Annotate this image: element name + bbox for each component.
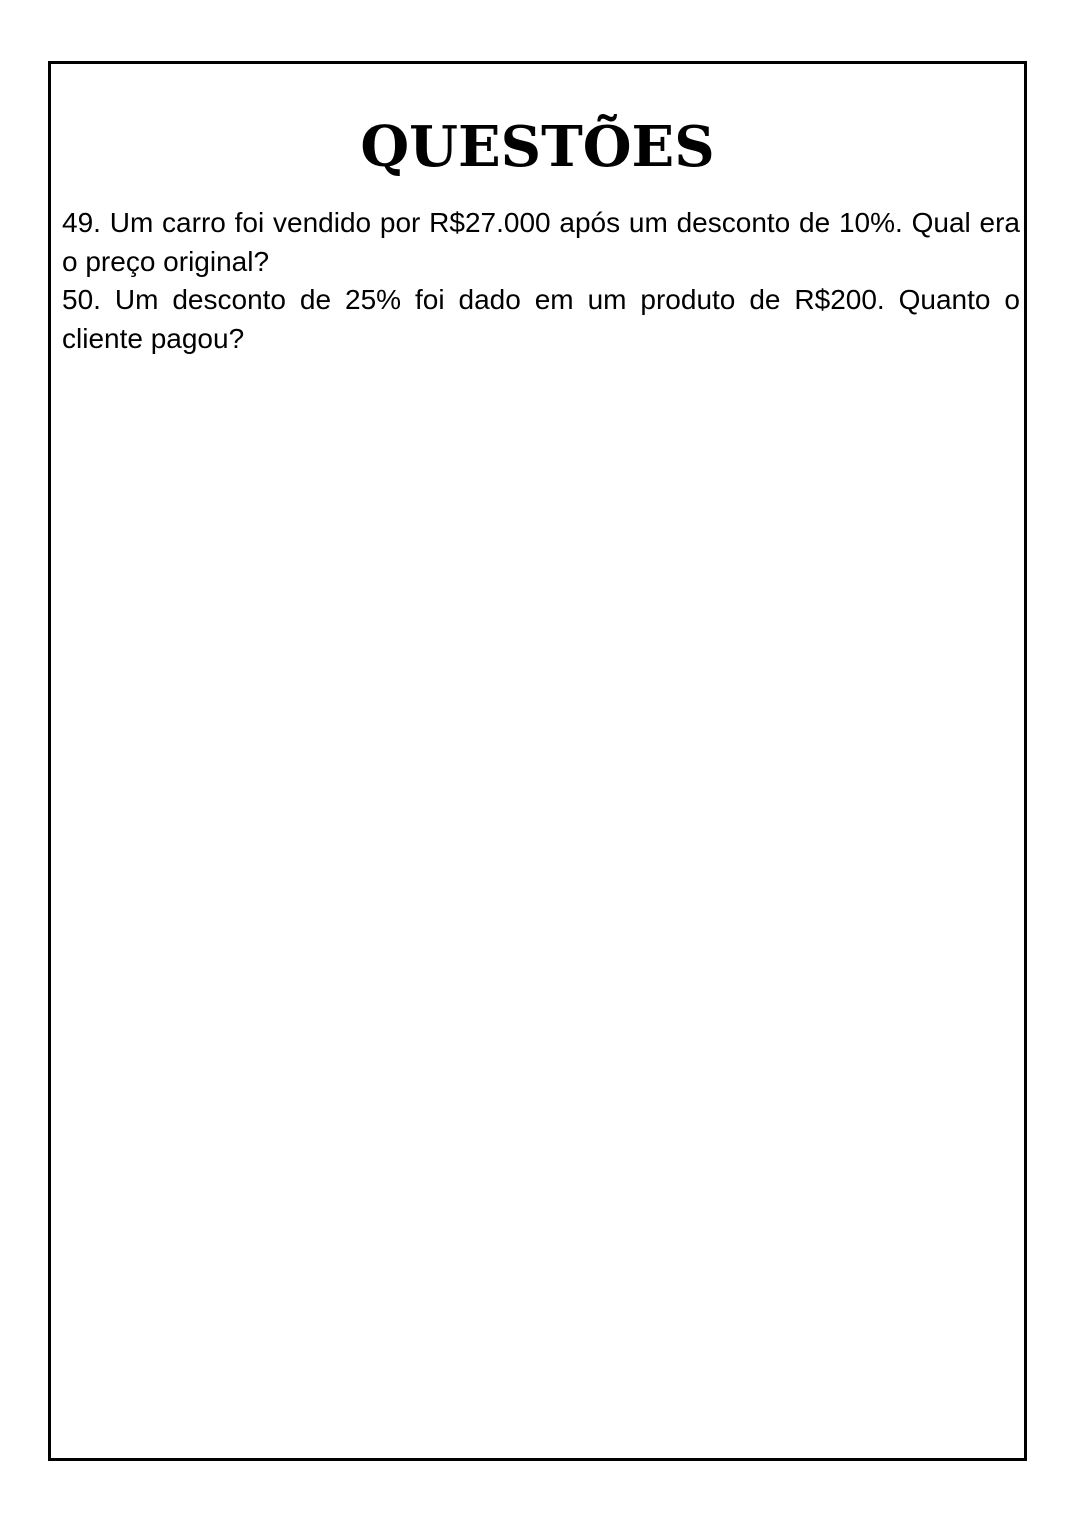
page-title: QUESTÕES [360,114,715,180]
question-50: 50. Um desconto de 25% foi dado em um produto de R$200. Quanto o cliente pagou? [62,284,1020,354]
page-frame [48,61,1027,1461]
question-list [62,204,1020,358]
question-49: 49. Um carro foi vendido por R$27.000 após um desconto de 10%. Qual era o preço original? [62,207,1020,277]
